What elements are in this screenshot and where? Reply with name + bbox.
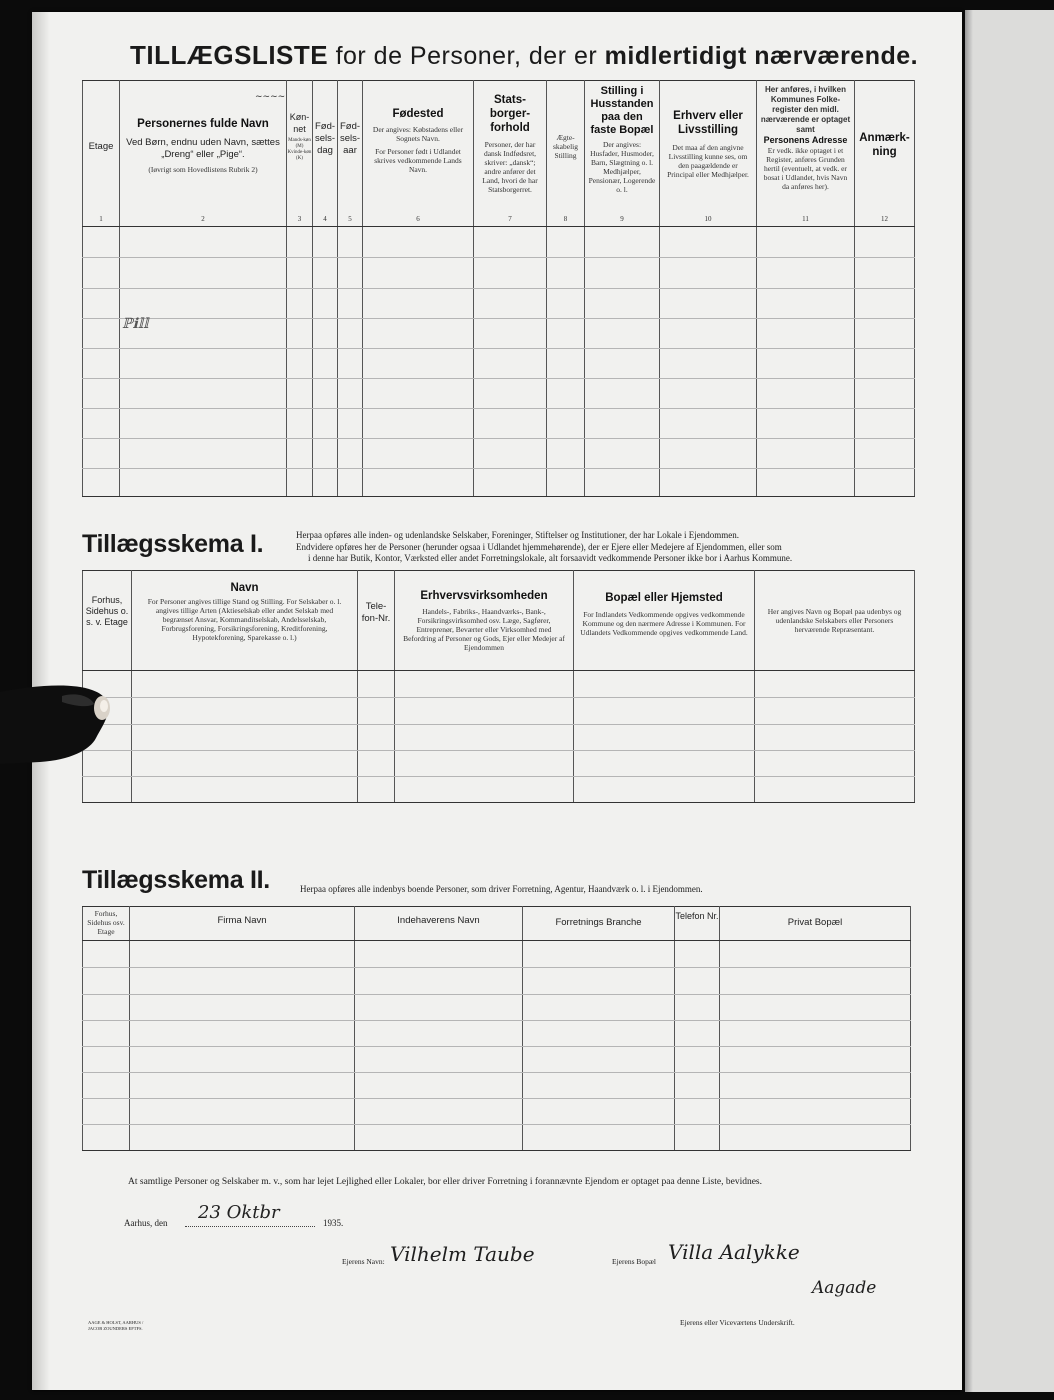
thumb-holding-page <box>0 678 118 770</box>
certification-text: At samtlige Personer og Selskaber m. v., som har lejet Lejlighed eller Lokaler, bor eller driver Forretning i forannævnte Ejendom er optaget paa denne Liste, bevidnes. <box>128 1177 762 1187</box>
header-scribble: ~~~~ <box>255 92 286 102</box>
s2-col-private: Privat Bopæl <box>720 907 911 941</box>
s1-col-floor: Forhus, Sidehus o. s. v. Etage <box>83 571 132 671</box>
owner-address: Villa Aalykke <box>668 1240 800 1264</box>
owner-address-label: Ejerens Bopæl <box>612 1257 656 1266</box>
s2-col-firm: Firma Navn <box>130 907 355 941</box>
s1-col-business: Erhvervsvirksomheden Handels-, Fabriks-, Haandværks-, Bank-, Forsikringsvirksomhed osv. Læge, Sagfører, Entreprenør, Beværter eller Virksomhed med Befordring af Personer og Gods, Ejer eller Medejer af Ejendommen <box>395 571 574 671</box>
owner-signature: Vilhelm Taube <box>390 1242 535 1266</box>
handwritten-date: 23 Oktbr <box>198 1202 280 1223</box>
t1-col-birthday: Fød-sels-dag 4 <box>313 81 338 227</box>
next-page-edge <box>965 10 1054 1392</box>
title-word: TILLÆGSLISTE <box>130 40 329 70</box>
t1-col-name: Personernes fulde Navn Ved Børn, endnu uden Navn, sættes „Dreng“ eller „Pige“. (Iøvrigt som Hovedlistens Rubrik 2) 2 ~~~~ <box>120 81 287 227</box>
signature-label: Ejerens eller Viceværtens Underskrift. <box>680 1318 795 1327</box>
skema2-description: Herpaa opføres alle indenbys boende Personer, som driver Forretning, Agentur, Haandværk o. l. i Ejendommen. <box>300 884 703 894</box>
skema1-table <box>82 570 915 803</box>
page-title <box>130 40 918 71</box>
city-label: Aarhus, den <box>124 1218 168 1228</box>
year: 1935. <box>323 1218 344 1228</box>
title-part1: for de Personer, der er <box>335 42 598 70</box>
date-line <box>185 1226 315 1227</box>
page-edge-shadow <box>965 10 973 1392</box>
t1-col-marital: Ægte-skabelig Stilling 8 <box>547 81 585 227</box>
s1-col-representative: Her angives Navn og Bopæl paa udenbys og udenlandske Selskabers eller Personers herværende Repræsentant. <box>755 571 915 671</box>
skema2-title: Tillægsskema II. <box>82 866 270 894</box>
s2-col-phone: Telefon Nr. <box>675 907 720 941</box>
owner-address-street: Aagade <box>812 1278 877 1298</box>
t1-col-sex: Køn-net Mands-køn (M) Kvinde-køn (K) 3 <box>287 81 313 227</box>
t1-col-birthyear: Fød-sels-aar 5 <box>338 81 363 227</box>
s2-col-branch: Forretnings Branche <box>523 907 675 941</box>
s1-col-name: Navn For Personer angives tillige Stand og Stilling. For Selskaber o. l. angives tillige Arten (Aktieselskab eller andet Selskab med begrænset Ansvar, Kommanditselskab, Andelsselskab, Forbrugsforening, Forsikringsforening, Kreditforening, Hypotekforening, Sparekasse o. l.) <box>132 571 358 671</box>
printer-mark: AAGE & HOLST, AARHUS / JACOB ZOUNDERS EFTFS. <box>88 1320 144 1331</box>
s2-col-owner: Indehaverens Navn <box>355 907 523 941</box>
skema1-title: Tillægsskema I. <box>82 530 264 558</box>
t1-col-citizenship: Stats-borger-forhold Personer, der har dansk Indfødsret, skriver: „dansk“; andre anfører det Land, hvori de har Statsborgerret. 7 <box>474 81 547 227</box>
main-table <box>82 80 915 497</box>
t1-col-remarks: Anmærk-ning 12 <box>855 81 915 227</box>
title-part2: midlertidigt nærværende. <box>604 42 919 70</box>
s1-col-phone: Tele-fon-Nr. <box>358 571 395 671</box>
s1-col-residence: Bopæl eller Hjemsted For Indlandets Vedkommende opgives vedkommende Kommune og den nærmere Adresse i Kommunen. For Udlandets Vedkommende opgives vedkommende Land. <box>574 571 755 671</box>
t1-col-register: Her anføres, i hvilken Kommunes Folke-register den midl. nærværende er optaget samt Personens Adresse Er vedk. ikke optaget i et Register, anføres Grunden hertil (eventuelt, at vedk. er bosat i Udlandet, hvis Navn da anføres her). 11 <box>757 81 855 227</box>
t1-col-household: Stilling i Husstanden paa den faste Bopæl Der angives: Husfader, Husmoder, Barn, Slægtning o. l. Medhjælper, Pensionær, Logerende o. l. 9 <box>585 81 660 227</box>
s2-col-floor: Forhus, Sidehus osv. Etage <box>83 907 130 941</box>
skema2-table <box>82 906 911 1151</box>
skema1-description: Herpaa opføres alle inden- og udenlandske Selskaber, Foreninger, Stiftelser og Institutioner, der har Lokale i Ejendommen. Endvidere opføres her de Personer (herunder ogsaa i Udlandet hjemmehørende), der er Ejere eller Medejere af Ejendommen, eller som i denne har Butik, Kontor, Værksted eller andet Forretningslokale, alt forsaavidt vedkommende Personer ikke bor i Aarhus Kommune. <box>296 530 793 563</box>
handwritten-mark: ℙℹ𝕝𝕝 <box>122 316 149 332</box>
t1-col-occupation: Erhverv eller Livsstilling Det maa af den angivne Livsstilling kunne ses, om den paagældende er Principal eller Medhjælper. 10 <box>660 81 757 227</box>
t1-col-birthplace: Fødested Der angives: Købstadens eller Sognets Navn. For Personer født i Udlandet skrives vedkommende Lands Navn. 6 <box>363 81 474 227</box>
owner-name-label: Ejerens Navn: <box>342 1257 385 1266</box>
t1-col-etage: Etage 1 <box>83 81 120 227</box>
